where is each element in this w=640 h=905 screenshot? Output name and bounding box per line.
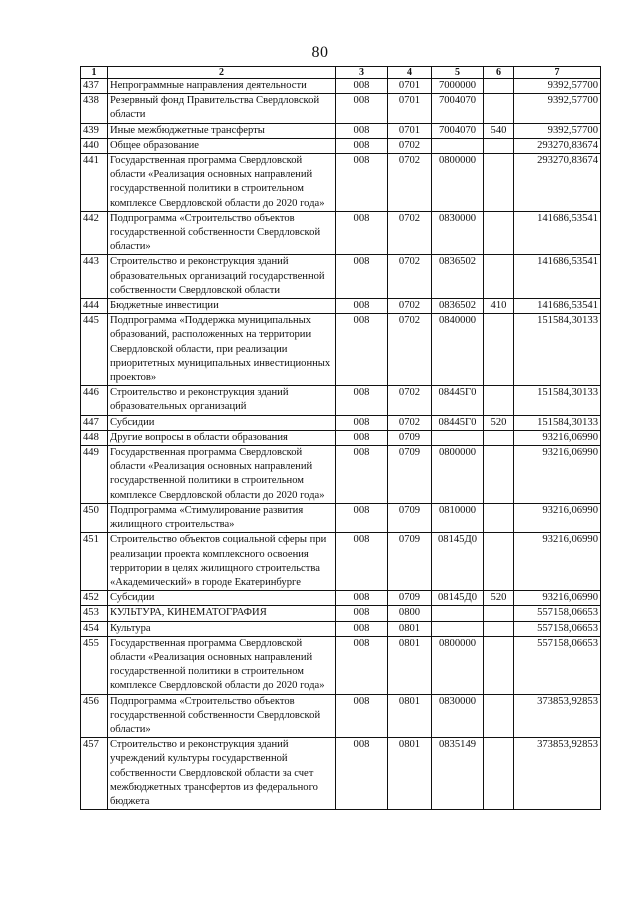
row-number: 440 [81, 138, 108, 153]
table-row [81, 299, 601, 314]
row-amount: 141686,53541 [514, 211, 601, 255]
budget-table [80, 66, 601, 810]
row-expense-type [484, 138, 514, 153]
row-ministry-code: 008 [336, 154, 388, 212]
row-name: Иные межбюджетные трансферты [108, 123, 336, 138]
row-target-code: 0800000 [432, 154, 484, 212]
row-target-code: 0836502 [432, 255, 484, 299]
row-name: Строительство и реконструкция зданий учреждений культуры государственной собственности Свердловской области за счет межбюджетных трансфертов из федерального бюджета [108, 738, 336, 810]
row-target-code: 7004070 [432, 123, 484, 138]
row-amount: 93216,06990 [514, 533, 601, 591]
row-section-code: 0702 [388, 154, 432, 212]
row-name: Подпрограмма «Строительство объектов государственной собственности Свердловской области» [108, 211, 336, 255]
table-row [81, 415, 601, 430]
row-section-code: 0701 [388, 94, 432, 123]
row-ministry-code: 008 [336, 415, 388, 430]
row-amount: 93216,06990 [514, 503, 601, 532]
row-target-code: 7004070 [432, 94, 484, 123]
row-amount: 293270,83674 [514, 154, 601, 212]
row-expense-type [484, 79, 514, 94]
row-ministry-code: 008 [336, 636, 388, 694]
table-row [81, 636, 601, 694]
row-name: Строительство объектов социальной сферы при реализации проекта комплексного освоения территории в целях жилищного строительства «Академический» в городе Екатеринбурге [108, 533, 336, 591]
row-section-code: 0702 [388, 255, 432, 299]
row-section-code: 0801 [388, 621, 432, 636]
row-target-code: 08145Д0 [432, 591, 484, 606]
row-target-code: 0830000 [432, 211, 484, 255]
row-ministry-code: 008 [336, 123, 388, 138]
table-row [81, 123, 601, 138]
row-expense-type [484, 606, 514, 621]
row-section-code: 0709 [388, 503, 432, 532]
header-cell-7: 7 [514, 67, 601, 79]
row-number: 437 [81, 79, 108, 94]
row-name: Государственная программа Свердловской области «Реализация основных направлений государственной политики в строительном комплексе Свердловской области до 2020 года» [108, 154, 336, 212]
row-expense-type [484, 621, 514, 636]
row-name: Субсидии [108, 415, 336, 430]
row-section-code: 0702 [388, 415, 432, 430]
row-ministry-code: 008 [336, 533, 388, 591]
row-number: 445 [81, 314, 108, 386]
row-section-code: 0800 [388, 606, 432, 621]
row-number: 439 [81, 123, 108, 138]
row-target-code [432, 606, 484, 621]
row-target-code: 0840000 [432, 314, 484, 386]
row-name: Субсидии [108, 591, 336, 606]
row-ministry-code: 008 [336, 606, 388, 621]
row-expense-type [484, 154, 514, 212]
row-target-code: 08145Д0 [432, 533, 484, 591]
row-number: 450 [81, 503, 108, 532]
row-amount: 9392,57700 [514, 94, 601, 123]
row-name: КУЛЬТУРА, КИНЕМАТОГРАФИЯ [108, 606, 336, 621]
row-number: 448 [81, 430, 108, 445]
row-amount: 151584,30133 [514, 386, 601, 415]
row-expense-type [484, 314, 514, 386]
table-row [81, 94, 601, 123]
table-row [81, 606, 601, 621]
row-section-code: 0702 [388, 314, 432, 386]
row-ministry-code: 008 [336, 430, 388, 445]
row-section-code: 0709 [388, 430, 432, 445]
row-target-code [432, 138, 484, 153]
row-ministry-code: 008 [336, 138, 388, 153]
row-ministry-code: 008 [336, 94, 388, 123]
table-row [81, 503, 601, 532]
row-number: 457 [81, 738, 108, 810]
row-ministry-code: 008 [336, 314, 388, 386]
row-section-code: 0702 [388, 211, 432, 255]
table-row [81, 79, 601, 94]
row-expense-type: 520 [484, 415, 514, 430]
row-target-code: 0810000 [432, 503, 484, 532]
row-amount: 9392,57700 [514, 79, 601, 94]
row-ministry-code: 008 [336, 211, 388, 255]
table-row [81, 738, 601, 810]
row-amount: 557158,06653 [514, 621, 601, 636]
row-name: Подпрограмма «Стимулирование развития жилищного строительства» [108, 503, 336, 532]
header-cell-5: 5 [432, 67, 484, 79]
row-section-code: 0801 [388, 694, 432, 738]
header-cell-4: 4 [388, 67, 432, 79]
row-target-code: 0800000 [432, 446, 484, 504]
row-amount: 93216,06990 [514, 446, 601, 504]
row-name: Резервный фонд Правительства Свердловской области [108, 94, 336, 123]
row-amount: 373853,92853 [514, 694, 601, 738]
row-expense-type [484, 694, 514, 738]
table-row [81, 591, 601, 606]
row-number: 446 [81, 386, 108, 415]
row-number: 441 [81, 154, 108, 212]
row-name: Строительство и реконструкция зданий образовательных организаций государственной собственности Свердловской области [108, 255, 336, 299]
row-target-code: 08445Г0 [432, 386, 484, 415]
row-number: 456 [81, 694, 108, 738]
row-expense-type: 540 [484, 123, 514, 138]
row-target-code [432, 430, 484, 445]
row-target-code: 0830000 [432, 694, 484, 738]
row-section-code: 0701 [388, 123, 432, 138]
row-amount: 557158,06653 [514, 636, 601, 694]
row-section-code: 0709 [388, 533, 432, 591]
row-expense-type [484, 503, 514, 532]
row-number: 447 [81, 415, 108, 430]
table-row [81, 211, 601, 255]
row-ministry-code: 008 [336, 386, 388, 415]
row-name: Культура [108, 621, 336, 636]
row-target-code [432, 621, 484, 636]
table-row [81, 430, 601, 445]
row-amount: 151584,30133 [514, 415, 601, 430]
header-cell-1: 1 [81, 67, 108, 79]
row-expense-type: 520 [484, 591, 514, 606]
row-target-code: 7000000 [432, 79, 484, 94]
row-expense-type [484, 386, 514, 415]
row-name: Государственная программа Свердловской области «Реализация основных направлений государственной политики в строительном комплексе Свердловской области до 2020 года» [108, 636, 336, 694]
row-target-code: 08445Г0 [432, 415, 484, 430]
row-ministry-code: 008 [336, 79, 388, 94]
row-section-code: 0702 [388, 386, 432, 415]
row-section-code: 0801 [388, 636, 432, 694]
table-row [81, 694, 601, 738]
row-amount: 141686,53541 [514, 255, 601, 299]
row-number: 455 [81, 636, 108, 694]
row-expense-type [484, 533, 514, 591]
row-section-code: 0709 [388, 591, 432, 606]
table-row [81, 533, 601, 591]
row-ministry-code: 008 [336, 503, 388, 532]
table-row [81, 621, 601, 636]
row-amount: 93216,06990 [514, 430, 601, 445]
row-name: Непрограммные направления деятельности [108, 79, 336, 94]
row-section-code: 0702 [388, 299, 432, 314]
table-row [81, 446, 601, 504]
row-ministry-code: 008 [336, 591, 388, 606]
table-row [81, 255, 601, 299]
row-number: 454 [81, 621, 108, 636]
table-row [81, 138, 601, 153]
row-name: Подпрограмма «Строительство объектов государственной собственности Свердловской области» [108, 694, 336, 738]
row-number: 451 [81, 533, 108, 591]
row-section-code: 0709 [388, 446, 432, 504]
page-number: 80 [311, 44, 329, 61]
row-section-code: 0702 [388, 138, 432, 153]
row-expense-type [484, 211, 514, 255]
row-ministry-code: 008 [336, 694, 388, 738]
row-amount: 557158,06653 [514, 606, 601, 621]
header-cell-2: 2 [108, 67, 336, 79]
header-cell-3: 3 [336, 67, 388, 79]
row-name: Подпрограмма «Поддержка муниципальных образований, расположенных на территории Свердловской области, при реализации приоритетных муниципальных инвестиционных проектов» [108, 314, 336, 386]
header-cell-6: 6 [484, 67, 514, 79]
row-name: Бюджетные инвестиции [108, 299, 336, 314]
row-section-code: 0801 [388, 738, 432, 810]
row-expense-type: 410 [484, 299, 514, 314]
row-amount: 151584,30133 [514, 314, 601, 386]
row-number: 438 [81, 94, 108, 123]
row-ministry-code: 008 [336, 738, 388, 810]
row-target-code: 0835149 [432, 738, 484, 810]
row-ministry-code: 008 [336, 446, 388, 504]
row-expense-type [484, 636, 514, 694]
row-amount: 293270,83674 [514, 138, 601, 153]
row-ministry-code: 008 [336, 299, 388, 314]
row-name: Строительство и реконструкция зданий образовательных организаций [108, 386, 336, 415]
row-expense-type [484, 738, 514, 810]
row-number: 453 [81, 606, 108, 621]
row-name: Государственная программа Свердловской области «Реализация основных направлений государственной политики в строительном комплексе Свердловской области до 2020 года» [108, 446, 336, 504]
row-section-code: 0701 [388, 79, 432, 94]
row-number: 449 [81, 446, 108, 504]
table-row [81, 154, 601, 212]
row-ministry-code: 008 [336, 621, 388, 636]
table-row [81, 314, 601, 386]
row-expense-type [484, 430, 514, 445]
row-target-code: 0800000 [432, 636, 484, 694]
row-amount: 93216,06990 [514, 591, 601, 606]
row-expense-type [484, 255, 514, 299]
row-name: Общее образование [108, 138, 336, 153]
row-ministry-code: 008 [336, 255, 388, 299]
row-expense-type [484, 446, 514, 504]
row-amount: 9392,57700 [514, 123, 601, 138]
row-amount: 141686,53541 [514, 299, 601, 314]
row-number: 442 [81, 211, 108, 255]
header-row [81, 67, 601, 79]
row-number: 443 [81, 255, 108, 299]
row-amount: 373853,92853 [514, 738, 601, 810]
row-target-code: 0836502 [432, 299, 484, 314]
row-number: 452 [81, 591, 108, 606]
row-number: 444 [81, 299, 108, 314]
row-expense-type [484, 94, 514, 123]
table-row [81, 386, 601, 415]
row-name: Другие вопросы в области образования [108, 430, 336, 445]
